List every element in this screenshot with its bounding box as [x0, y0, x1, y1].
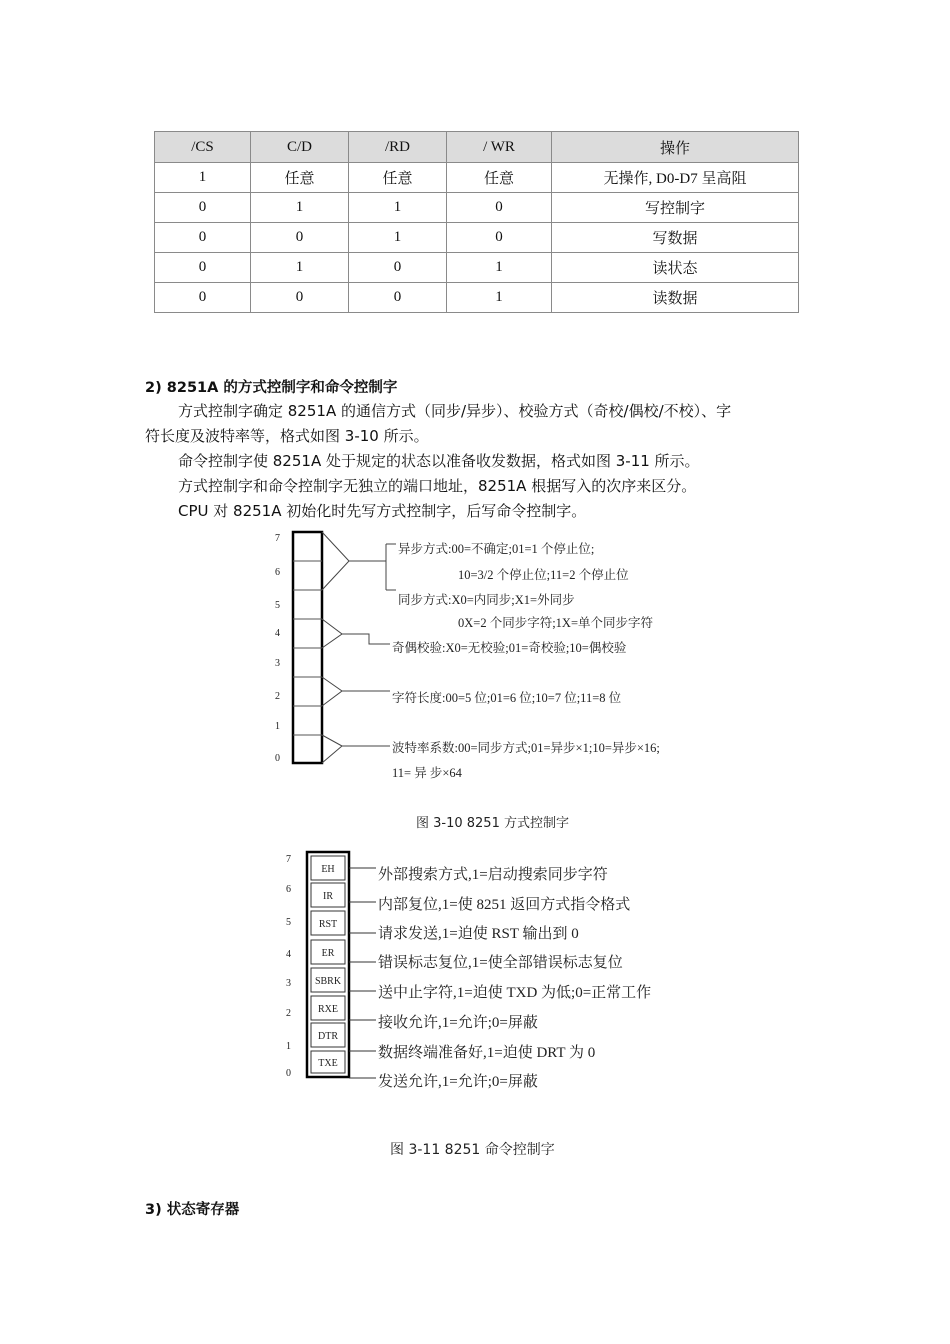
table-cell: 无操作, D0-D7 呈高阻: [552, 163, 799, 193]
paragraph-line: 符长度及波特率等，格式如图 3-10 所示。: [145, 427, 429, 445]
bit-number: 3: [286, 978, 291, 989]
control-signal-table: [154, 131, 799, 313]
section-heading: 3) 状态寄存器: [145, 1202, 240, 1218]
bit-group-bracket: [322, 735, 342, 763]
bit-number: 2: [275, 691, 280, 702]
bit-number: 2: [286, 1008, 291, 1019]
figure-caption: 图 3-11 8251 命令控制字: [390, 1142, 555, 1158]
figure-caption: 图 3-10 8251 方式控制字: [416, 816, 569, 831]
table-cell: 任意: [251, 163, 349, 193]
bit-group-bracket: [322, 619, 342, 648]
table-cell: 0: [447, 223, 552, 253]
table-cell: 1: [349, 193, 447, 223]
bit-number: 4: [275, 628, 280, 639]
diagram-label: 字符长度:00=5 位;01=6 位;10=7 位;11=8 位: [392, 691, 622, 705]
table-cell: 1: [155, 163, 251, 193]
table-row: [155, 163, 799, 193]
table-cell: 1: [447, 253, 552, 283]
table-cell: 任意: [349, 163, 447, 193]
bit-cell-label: IR: [323, 891, 333, 902]
bit-cell-label: DTR: [318, 1031, 338, 1042]
diagram-label: 异步方式:00=不确定;01=1 个停止位;: [398, 542, 595, 556]
bit-cell-label: SBRK: [314, 976, 342, 987]
diagram-label: 同步方式:X0=内同步;X1=外同步: [398, 593, 575, 607]
bit-description: 外部搜索方式,1=启动搜索同步字符: [378, 867, 608, 883]
bit-cell-label: ER: [321, 948, 335, 959]
table-row: [155, 193, 799, 223]
table-cell: 0: [349, 283, 447, 313]
table-cell: 1: [251, 193, 349, 223]
column-header: /CS: [155, 132, 251, 163]
bit-number: 4: [286, 949, 291, 960]
table-cell: 写控制字: [552, 193, 799, 223]
table-cell: 0: [251, 223, 349, 253]
paragraph-line: CPU 对 8251A 初始化时先写方式控制字，后写命令控制字。: [178, 502, 587, 520]
paragraph-line: 命令控制字使 8251A 处于规定的状态以准备收发数据，格式如图 3-11 所示。: [178, 452, 700, 470]
table-cell: 读数据: [552, 283, 799, 313]
table-cell: 任意: [447, 163, 552, 193]
diagram-label: 波特率系数:00=同步方式;01=异步×1;10=异步×16;: [392, 741, 660, 755]
column-header: / WR: [447, 132, 552, 163]
table-cell: 写数据: [552, 223, 799, 253]
mode-control-word-diagram: [262, 526, 712, 788]
table-cell: 0: [251, 283, 349, 313]
diagram-label: 11= 异 步×64: [392, 766, 462, 780]
bit-number: 0: [286, 1068, 291, 1079]
bit-group-bracket: [322, 532, 349, 590]
table-cell: 1: [447, 283, 552, 313]
paragraph-line: 方式控制字确定 8251A 的通信方式（同步/异步）、校验方式（奇校/偶校/不校）、字: [178, 402, 732, 420]
bit-group-bracket: [322, 677, 342, 706]
bit-number: 7: [275, 533, 280, 544]
table-cell: 读状态: [552, 253, 799, 283]
table-cell: 0: [155, 283, 251, 313]
bit-description: 数据终端准备好,1=迫使 DRT 为 0: [378, 1045, 596, 1061]
bit-number: 1: [275, 721, 280, 732]
column-header: /RD: [349, 132, 447, 163]
diagram-label: 奇偶校验:X0=无校验;01=奇校验;10=偶校验: [392, 641, 627, 655]
bit-number: 3: [275, 658, 280, 669]
bit-number: 6: [286, 884, 291, 895]
bit-number: 5: [275, 600, 280, 611]
command-control-word-diagram: [280, 848, 690, 1093]
table-row: [155, 283, 799, 313]
table-cell: 0: [349, 253, 447, 283]
bit-cell-label: RXE: [318, 1004, 338, 1015]
bit-number: 7: [286, 854, 291, 865]
bit-description: 请求发送,1=迫使 RST 输出到 0: [378, 926, 579, 942]
table-cell: 0: [155, 253, 251, 283]
bit-description: 错误标志复位,1=使全部错误标志复位: [378, 955, 623, 971]
bit-cell-label: TXE: [318, 1058, 338, 1069]
table-row: [155, 253, 799, 283]
table-header-row: [155, 132, 799, 163]
diagram-label: 10=3/2 个停止位;11=2 个停止位: [458, 568, 629, 582]
column-header: 操作: [552, 132, 799, 163]
bit-number: 6: [275, 567, 280, 578]
table-cell: 0: [447, 193, 552, 223]
diagram-label: 0X=2 个同步字符;1X=单个同步字符: [458, 616, 654, 630]
section-heading: 2) 8251A 的方式控制字和命令控制字: [145, 380, 398, 396]
table-cell: 0: [155, 223, 251, 253]
table-cell: 1: [251, 253, 349, 283]
bit-description: 发送允许,1=允许;0=屏蔽: [378, 1074, 538, 1090]
column-header: C/D: [251, 132, 349, 163]
paragraph-line: 方式控制字和命令控制字无独立的端口地址，8251A 根据写入的次序来区分。: [178, 477, 697, 495]
bit-description: 接收允许,1=允许;0=屏蔽: [378, 1015, 538, 1031]
bit-number: 1: [286, 1041, 291, 1052]
bit-cell-label: RST: [318, 919, 338, 930]
bit-description: 内部复位,1=使 8251 返回方式指令格式: [378, 897, 631, 913]
table-cell: 1: [349, 223, 447, 253]
bit-description: 送中止字符,1=迫使 TXD 为低;0=正常工作: [378, 985, 652, 1001]
bit-number: 0: [275, 753, 280, 764]
bit-cell-label: EH: [321, 864, 335, 875]
table-row: [155, 223, 799, 253]
table-cell: 0: [155, 193, 251, 223]
bit-number: 5: [286, 917, 291, 928]
